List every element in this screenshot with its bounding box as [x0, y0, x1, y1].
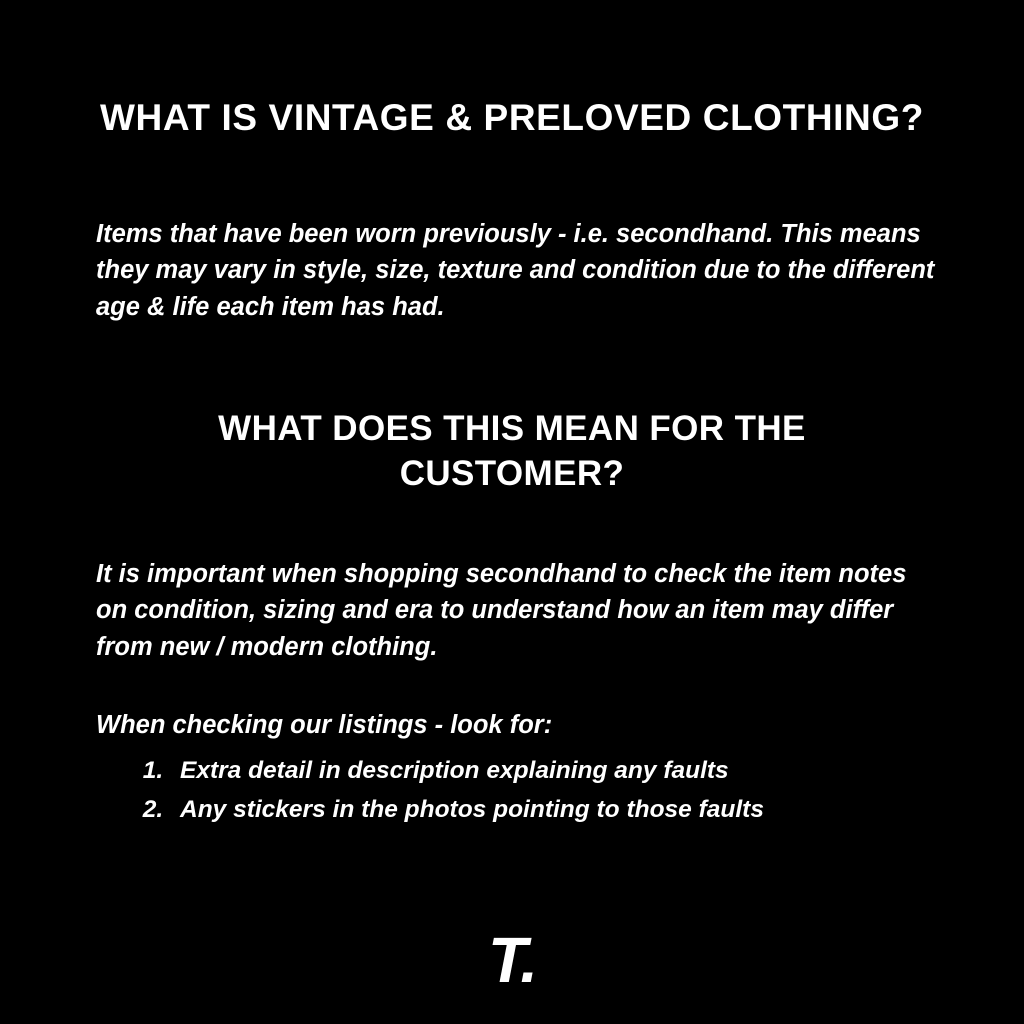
listings-prompt-paragraph: When checking our listings - look for:	[96, 710, 553, 739]
logo-wordmark: T.	[487, 924, 537, 996]
list-item: 1. Extra detail in description explaining any faults	[170, 752, 1024, 791]
definition-paragraph: Items that have been worn previously - i.e. secondhand. This means they may vary in style, size, texture and condition due to the different age & life each item has had.	[96, 219, 935, 322]
section-heading-customer: WHAT DOES THIS MEAN FOR THE CUSTOMER?	[218, 409, 806, 493]
checklist	[120, 752, 1024, 829]
brand-logo	[0, 924, 1024, 996]
page-title: WHAT IS VINTAGE & PRELOVED CLOTHING?	[100, 96, 924, 138]
list-item: 2. Any stickers in the photos pointing to those faults	[170, 791, 1024, 830]
customer-guidance-paragraph: It is important when shopping secondhand to check the item notes on condition, sizing and era to understand how an item may differ from new / modern clothing.	[96, 559, 907, 662]
